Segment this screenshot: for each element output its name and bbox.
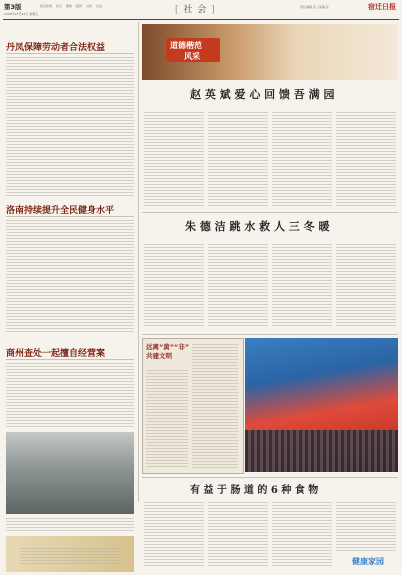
article-body [272,502,332,568]
nav-item[interactable]: 社会 [96,4,103,8]
news-photo [6,432,134,514]
date-line: 2008年12月12日 星期五 [4,12,39,16]
banner-line1: 道德楷范 [170,41,202,50]
nav-item[interactable]: 要闻 [66,4,73,8]
section-title [175,2,216,15]
article-body [144,244,204,328]
nav-bar [40,4,102,8]
article-title: 丹凤保障劳动者合法权益 [6,43,106,53]
article-body [208,502,268,568]
photo-caption [6,518,134,532]
nav-item[interactable]: 宿迁新闻 [40,4,53,8]
nav-item[interactable]: 文体 [86,4,93,8]
article-body [144,112,204,207]
health-logo: 健康家园 [352,557,384,566]
article-title: 商州查处一起擅自经营案 [6,349,106,359]
feature-box-body [192,344,238,468]
title-rule [6,359,134,360]
title-rule [6,53,134,54]
article-body [208,244,268,328]
article-body [272,112,332,207]
banner-line2: 风采 [184,52,200,61]
article-body [208,112,268,207]
editor-info: 责任编辑 张 | 美编 张 [300,5,329,9]
feature-box-title: 远离“黄”“非” 共建文明 [146,343,190,360]
article-body [144,502,204,568]
title-rule [6,216,134,217]
section-rule [142,212,398,213]
article-body [336,244,396,328]
article-body [6,220,134,332]
article-title-large: 有 益 于 肠 道 的 6 种 食 物 [190,485,319,496]
header-rule [3,19,399,20]
article-title-large: 朱 德 洁 跳 水 救 人 三 冬 暖 [185,220,330,233]
masthead: 宿迁日报 [368,2,396,11]
article-title: 洛南持续提升全民健身水平 [6,206,115,216]
article-body [336,112,396,207]
nav-item[interactable]: 经济 [76,4,83,8]
section-label: 社 会 [183,5,208,15]
photo-crowd [245,430,398,472]
section-rule [142,334,398,335]
page-header [0,0,402,22]
section-bracket-left: [ [175,5,184,15]
section-bracket-right: ] [207,5,216,15]
illustration-caption [20,548,120,566]
article-body [6,363,134,429]
article-body [336,502,396,552]
feature-box-body [146,370,188,468]
section-rule [142,477,398,478]
page-number: 第3版 [4,3,22,11]
nav-item[interactable]: 综合 [56,4,63,8]
column-divider [138,22,139,502]
article-body [272,244,332,328]
article-body [6,57,134,197]
article-title-large: 赵 英 斌 爱 心 回 馈 吾 满 园 [190,88,335,101]
